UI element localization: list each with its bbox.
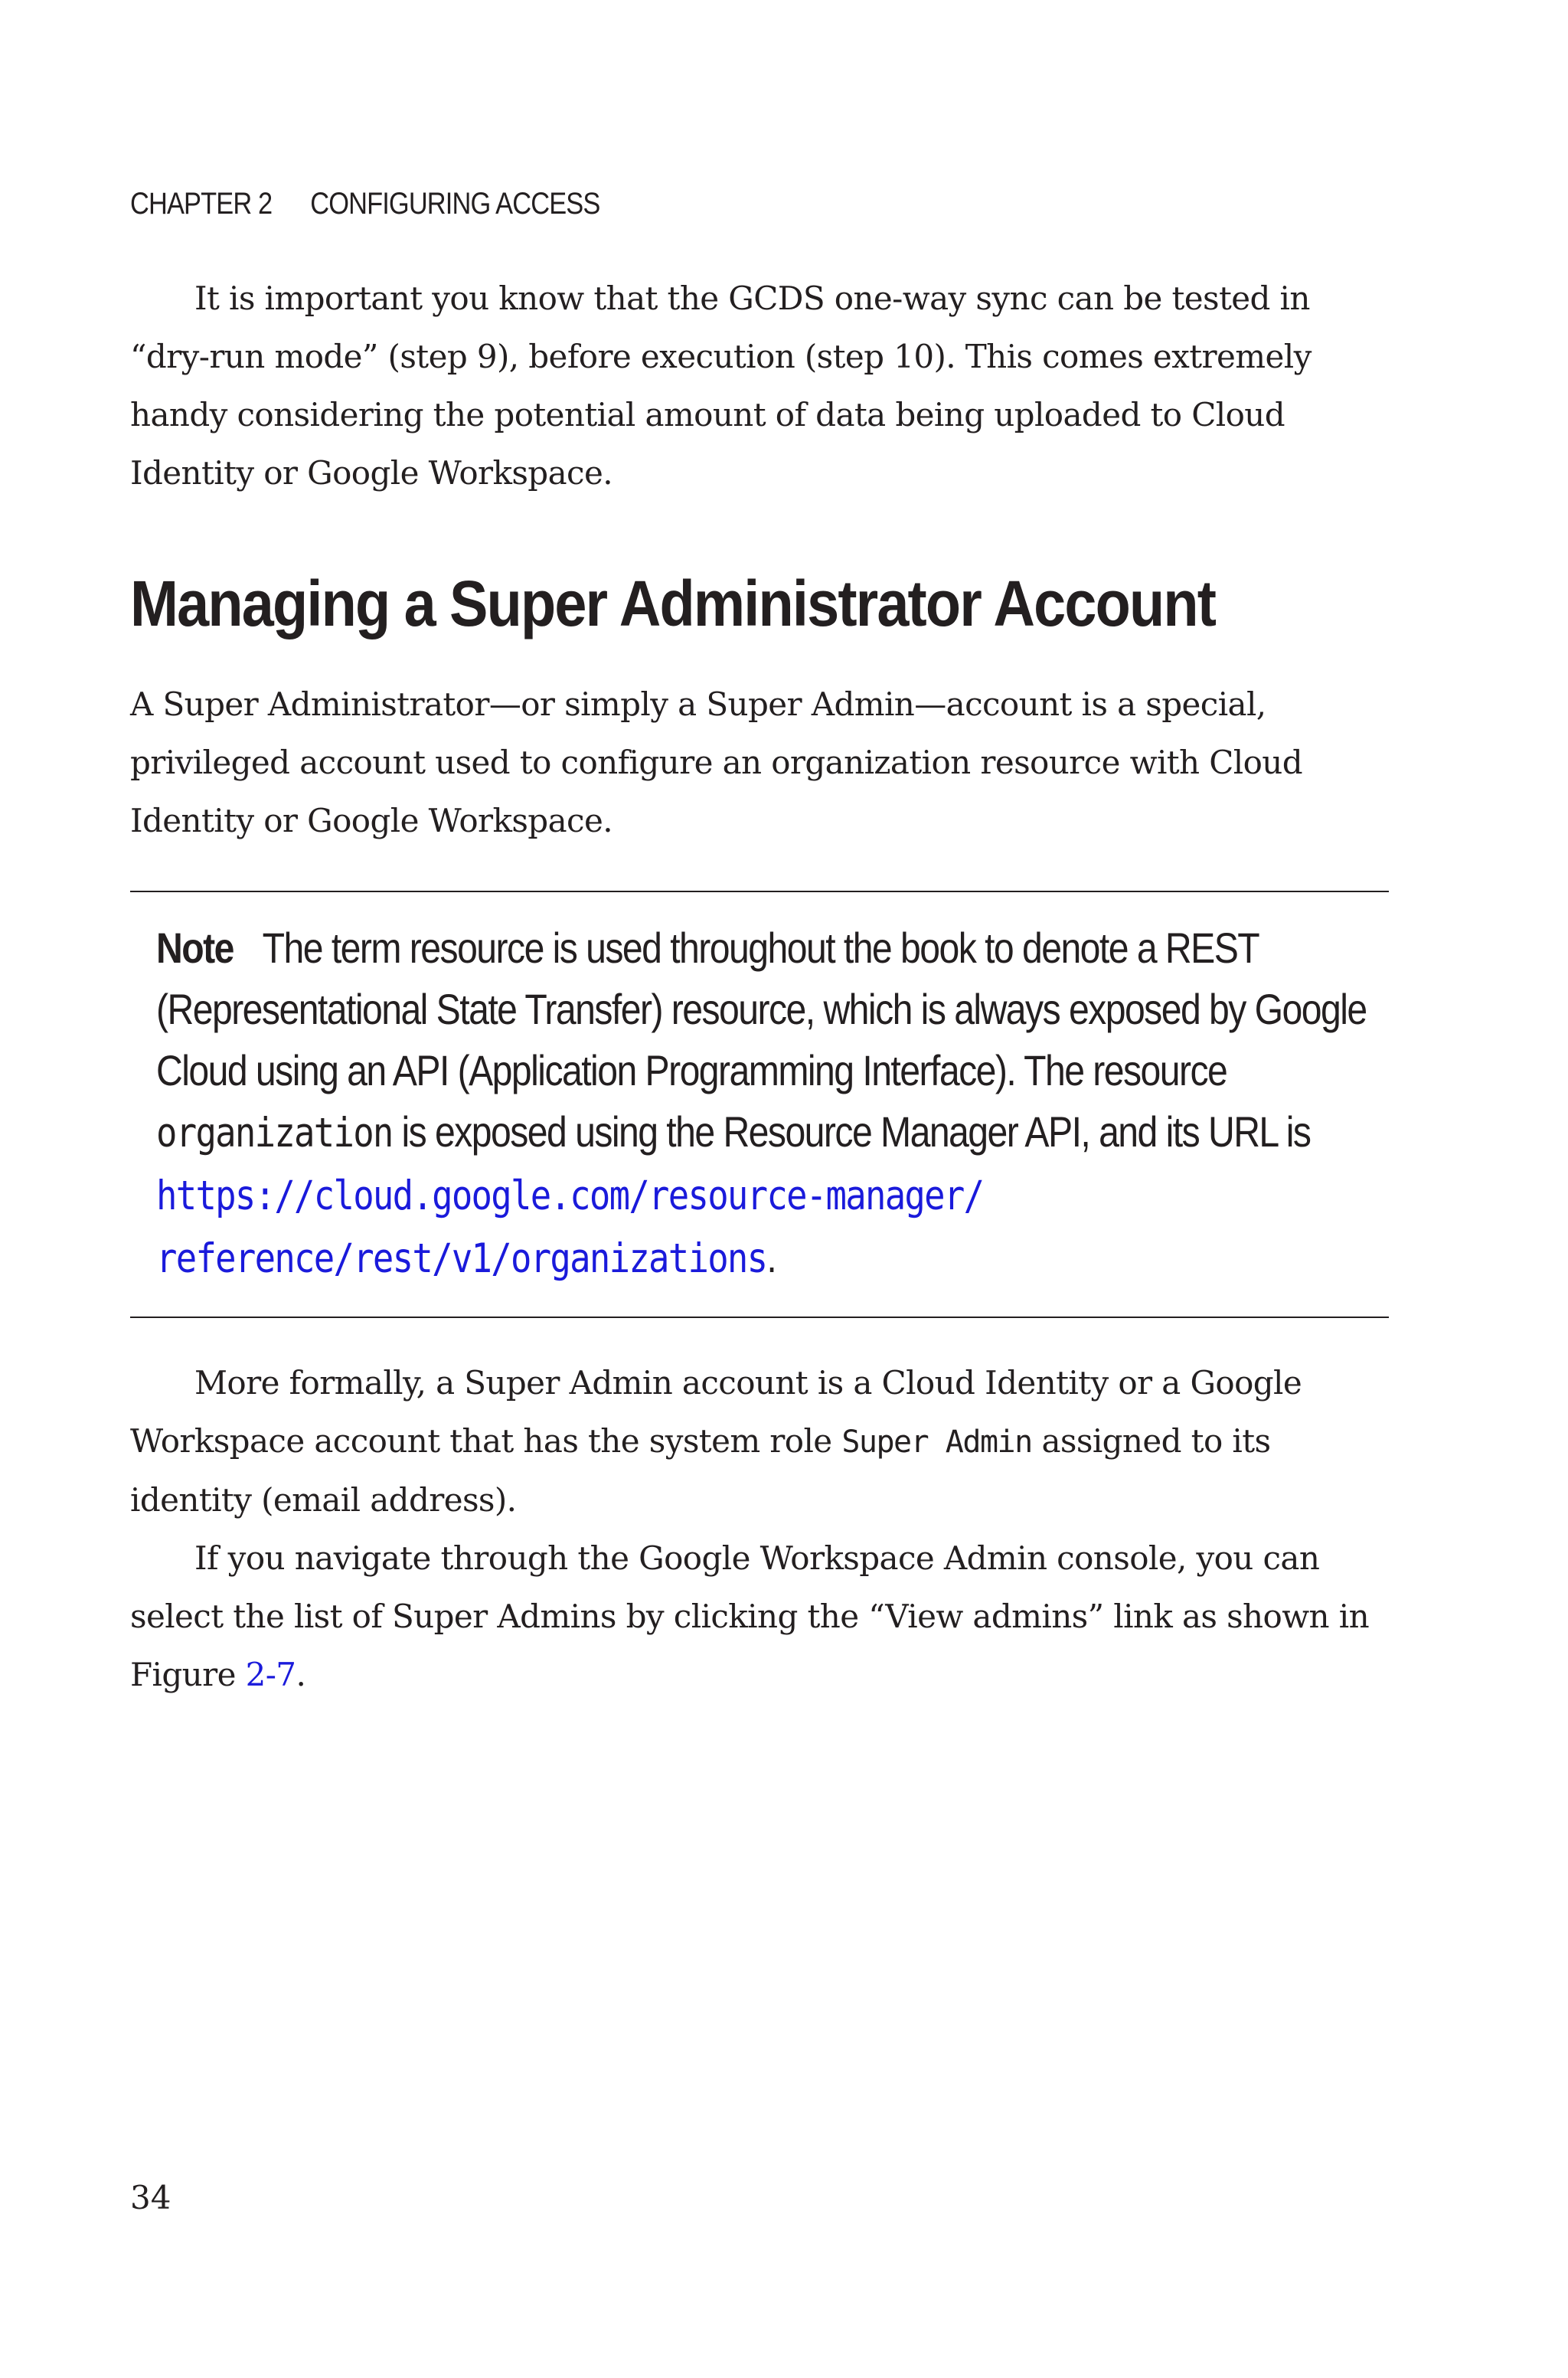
note-box <box>156 918 1396 1290</box>
figure-reference-link[interactable]: 2-7 <box>245 1656 296 1693</box>
paragraph-formal-definition: More formally, a Super Admin account is a Cloud Identity or a Google Workspace account that has the system role Super Admin assigned to its identity (email address). <box>130 1364 1302 1519</box>
note-top-rule <box>130 891 1389 892</box>
code-super-admin-role: Super Admin <box>841 1425 1032 1460</box>
note-label: Note <box>156 924 234 972</box>
paragraph-view-admins: If you navigate through the Google Workspace Admin console, you can select the list of Super Admins by clicking the “View admins” link as shown in Figure 2-7. <box>130 1539 1370 1693</box>
page-number: 34 <box>130 2179 172 2216</box>
resource-manager-url-link[interactable] <box>156 1173 983 1282</box>
section-heading: Managing a Super Administrator Account <box>130 568 1216 639</box>
note-bottom-rule <box>130 1317 1389 1318</box>
note-text-3: . <box>766 1233 776 1281</box>
paragraph-gcds-dry-run: It is important you know that the GCDS one-way sync can be tested in “dry-run mode” (step 9), before execution (step 10). This comes extremely handy considering the potential amount of data being uploaded to Cloud Identity or Google Workspace. <box>130 280 1312 492</box>
url-line-1: https://cloud.google.com/resource-manager/ <box>156 1173 984 1219</box>
running-head <box>130 187 599 221</box>
paragraphs-super-admin-details <box>130 1354 1393 1704</box>
running-head-title: CONFIGURING ACCESS <box>310 187 600 221</box>
note-text-2: is exposed using the Resource Manager API, and its URL is <box>392 1107 1311 1156</box>
paragraph-super-admin-definition: A Super Administrator—or simply a Super Admin—account is a special, privileged account used to configure an organization resource with Cloud Identity or Google Workspace. <box>130 685 1303 839</box>
note-code-organization: organization <box>156 1110 393 1156</box>
note-text-1: The term resource is used throughout the book to denote a REST (Representational State Transfer) resource, which is always exposed by Google Cloud using an API (Application Programming Interface). The resource <box>156 924 1367 1094</box>
running-head-chapter: CHAPTER 2 <box>130 187 273 221</box>
url-line-2: reference/rest/v1/organizations <box>156 1235 767 1282</box>
